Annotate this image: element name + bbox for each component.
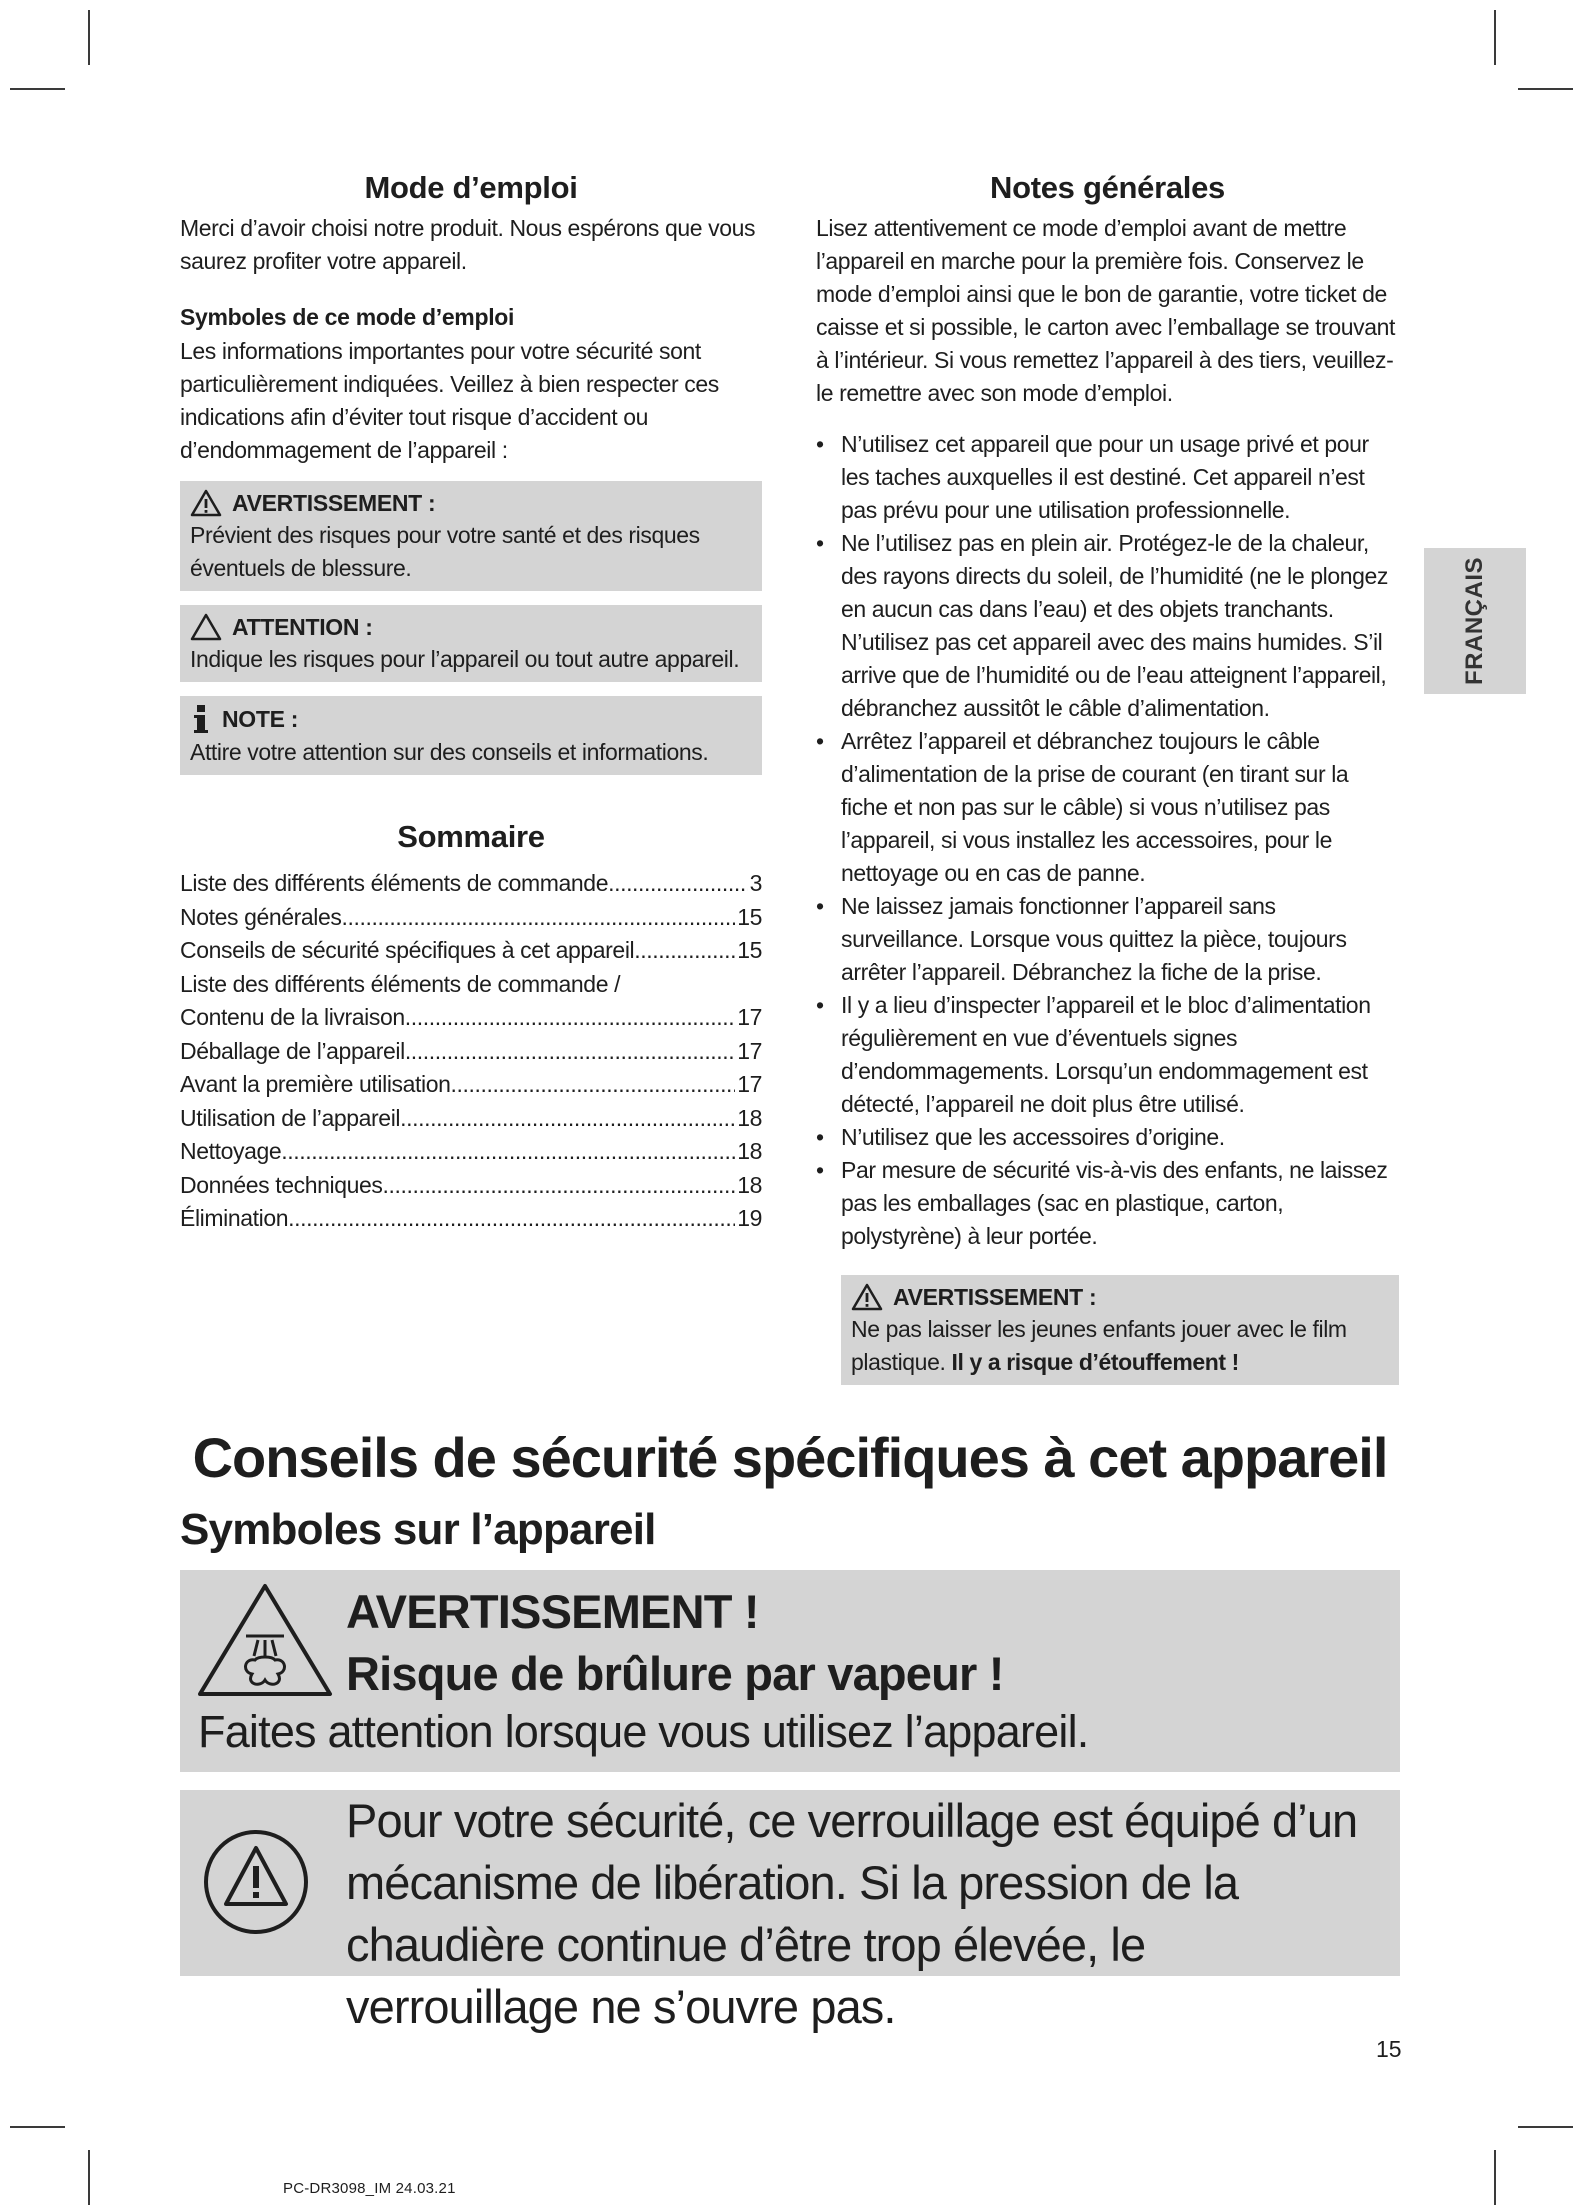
child-warning-text-normal: Ne pas laisser les jeunes enfants jouer avec le film plastique. bbox=[851, 1316, 1347, 1375]
note-text: Attire votre attention sur des conseils et informations. bbox=[190, 739, 709, 765]
toc-leader bbox=[383, 1169, 736, 1203]
attention-title-row bbox=[190, 613, 752, 641]
bullet-item: • Arrêtez l’appareil et débranchez toujours le câble d’alimentation de la prise de courant (en tirant sur la fiche et non pas sur le câble) si vous n’utilisez pas l’appareil, si vous installez les accessoires, pour le nettoyage ou en cas de panne. bbox=[816, 725, 1399, 890]
crop-mark bbox=[1494, 10, 1496, 65]
right-column bbox=[816, 170, 1399, 1385]
toc-entry[interactable] bbox=[180, 901, 762, 935]
intro-text: Merci d’avoir choisi notre produit. Nous espérons que vous saurez profiter votre appareil. bbox=[180, 215, 756, 274]
crop-mark bbox=[10, 88, 65, 90]
toc-entry[interactable] bbox=[180, 1202, 762, 1236]
toc-entry-title: Déballage de l’appareil bbox=[180, 1037, 405, 1064]
left-column bbox=[180, 170, 762, 1236]
toc-entry-title: Liste des différents éléments de commande / bbox=[180, 970, 621, 997]
notes-generales-title: Notes générales bbox=[990, 170, 1225, 205]
language-tab bbox=[1424, 548, 1526, 694]
warning-text: Prévient des risques pour votre santé et des risques éventuels de blessure. bbox=[190, 522, 700, 581]
toc-entry[interactable] bbox=[180, 1102, 762, 1136]
crop-mark bbox=[1518, 2126, 1573, 2128]
toc-entry-title: Avant la première utilisation bbox=[180, 1071, 451, 1097]
toc-leader bbox=[400, 1102, 735, 1136]
toc-entry[interactable] bbox=[180, 1135, 762, 1169]
child-warning-box bbox=[841, 1275, 1399, 1385]
toc-leader bbox=[288, 1202, 735, 1236]
toc-entry-title: Liste des différents éléments de commande bbox=[180, 870, 609, 896]
toc-entry-page: 3 bbox=[749, 870, 762, 896]
toc-leader bbox=[405, 1001, 735, 1035]
info-icon bbox=[190, 704, 212, 734]
toc-entry[interactable] bbox=[180, 1001, 762, 1035]
footer-doc-code: PC-DR3098_IM 24.03.21 bbox=[283, 2180, 456, 2197]
safety-bullets bbox=[816, 428, 1399, 1253]
symbols-heading: Symboles de ce mode d’emploi bbox=[180, 304, 515, 330]
child-warning-title-row bbox=[851, 1283, 1389, 1311]
page-number: 15 bbox=[1376, 2036, 1402, 2062]
steam-warning-line1: AVERTISSEMENT ! bbox=[346, 1585, 759, 1638]
toc-entry[interactable] bbox=[180, 934, 762, 968]
bullet-item: • Ne l’utilisez pas en plein air. Protégez-le de la chaleur, des rayons directs du soleil, de l’humidité (ne le plongez en aucun cas dans l’eau) et des objets tranchants. N’utilisez pas cet appareil avec des mains humides. S’il arrive que de l’humidité ou de l’eau atteignent l’appareil, débranchez aussitôt le câble d’alimentation. bbox=[816, 527, 1399, 725]
toc-entry-title: Contenu de la livraison bbox=[180, 1004, 405, 1030]
mode-emploi-title: Mode d’emploi bbox=[364, 170, 578, 205]
bullet-item: • Par mesure de sécurité vis-à-vis des enfants, ne laissez pas les emballages (sac en plastique, carton, polystyrène) à leur portée. bbox=[816, 1154, 1399, 1253]
crop-mark bbox=[1518, 88, 1573, 90]
circle-warning-icon bbox=[202, 1828, 310, 1936]
attention-text: Indique les risques pour l’appareil ou tout autre appareil. bbox=[190, 646, 740, 672]
child-warning-text-bold: Il y a risque d’étouffement ! bbox=[951, 1349, 1239, 1375]
crop-mark bbox=[10, 2126, 65, 2128]
toc-entry-page: 18 bbox=[737, 1138, 762, 1164]
bullet-item: • N’utilisez cet appareil que pour un usage privé et pour les taches auxquelles il est destiné. Cet appareil n’est pas prévu pour une utilisation professionnelle. bbox=[816, 428, 1399, 527]
toc-entry-page: 19 bbox=[737, 1205, 762, 1231]
toc-entry-title: Conseils de sécurité spécifiques à cet appareil bbox=[180, 937, 635, 963]
toc-entry[interactable] bbox=[180, 1169, 762, 1203]
steam-warning-box bbox=[180, 1570, 1400, 1772]
steam-warning-text: Faites attention lorsque vous utilisez l’appareil. bbox=[198, 1706, 1089, 1757]
toc-entry-page: 15 bbox=[737, 937, 762, 963]
attention-triangle-icon bbox=[190, 613, 222, 641]
toc-entry-title: Élimination bbox=[180, 1205, 289, 1231]
attention-title: ATTENTION : bbox=[232, 613, 373, 640]
toc-entry-page: 15 bbox=[737, 903, 762, 930]
toc-entry[interactable] bbox=[180, 1068, 762, 1102]
toc-entry-title: Nettoyage bbox=[180, 1138, 282, 1164]
bullet-item: • Il y a lieu d’inspecter l’appareil et le bloc d’alimentation régulièrement en vue d’éventuels signes d’endommagements. Lorsqu’un endommagement est détecté, l’appareil ne doit plus être utilisé. bbox=[816, 989, 1399, 1121]
toc-leader bbox=[342, 901, 736, 935]
toc-leader bbox=[608, 867, 748, 901]
toc-entry[interactable] bbox=[180, 1035, 762, 1069]
steam-burn-warning-icon bbox=[194, 1580, 336, 1700]
note-box bbox=[180, 696, 762, 775]
warning-title: AVERTISSEMENT : bbox=[232, 489, 436, 516]
sommaire-title: Sommaire bbox=[397, 819, 545, 854]
lock-info-text: Pour votre sécurité, ce verrouillage est équipé d’un mécanisme de libération. Si la pression de la chaudière continue d’être trop élevée, le verrouillage ne s’ouvre pas. bbox=[346, 1794, 1358, 2033]
toc-entry[interactable] bbox=[180, 968, 762, 1002]
warning-title-row bbox=[190, 489, 752, 517]
warning-box bbox=[180, 481, 762, 591]
warning-triangle-icon bbox=[851, 1283, 883, 1311]
toc-leader bbox=[451, 1068, 736, 1102]
crop-mark bbox=[88, 10, 90, 65]
table-of-contents bbox=[180, 867, 762, 1236]
attention-box bbox=[180, 605, 762, 682]
bullet-item: • Ne laissez jamais fonctionner l’appareil sans surveillance. Lorsque vous quittez la pièce, toujours arrêter l’appareil. Débranchez la fiche de la prise. bbox=[816, 890, 1399, 989]
toc-leader bbox=[281, 1135, 735, 1169]
notes-intro: Lisez attentivement ce mode d’emploi avant de mettre l’appareil en marche pour la première fois. Conservez le mode d’emploi ainsi que le bon de garantie, votre ticket de caisse et si possible, le carton avec l’emballage se trouvant à l’intérieur. Si vous remettez l’appareil à des tiers, veuillez-le remettre avec son mode d’emploi. bbox=[816, 215, 1396, 406]
language-tab-label: FRANÇAIS bbox=[1461, 557, 1488, 685]
lock-info-box bbox=[180, 1790, 1400, 2033]
toc-entry-page: 17 bbox=[737, 1004, 762, 1030]
safety-section-title: Conseils de sécurité spécifiques à cet appareil bbox=[192, 1426, 1388, 1489]
toc-entry-page: 18 bbox=[737, 1171, 762, 1198]
crop-mark bbox=[88, 2150, 90, 2205]
crop-mark bbox=[1494, 2150, 1496, 2205]
bullet-item: • N’utilisez que les accessoires d’origine. bbox=[816, 1121, 1399, 1154]
toc-entry-title: Utilisation de l’appareil bbox=[180, 1104, 401, 1131]
child-warning-text bbox=[851, 1313, 1389, 1379]
toc-entry-page: 17 bbox=[737, 1071, 762, 1097]
toc-entry-page: 17 bbox=[737, 1037, 762, 1064]
warning-triangle-icon bbox=[190, 489, 222, 517]
device-symbols-title: Symboles sur l’appareil bbox=[180, 1505, 656, 1554]
note-title-row bbox=[190, 704, 752, 734]
toc-entry-page: 18 bbox=[737, 1104, 762, 1131]
toc-leader bbox=[634, 934, 735, 968]
symbols-text: Les informations importantes pour votre sécurité sont particulièrement indiquées. Veillez à bien respecter ces indications afin d’éviter tout risque d’accident ou d’endommagement de l’appareil : bbox=[180, 338, 719, 463]
note-title: NOTE : bbox=[222, 705, 299, 732]
toc-entry-title: Données techniques bbox=[180, 1171, 383, 1198]
toc-leader bbox=[405, 1035, 735, 1069]
steam-warning-line2: Risque de brûlure par vapeur ! bbox=[346, 1647, 1004, 1700]
child-warning-title: AVERTISSEMENT : bbox=[893, 1283, 1097, 1310]
toc-entry-title: Notes générales bbox=[180, 903, 342, 930]
toc-entry[interactable] bbox=[180, 867, 762, 901]
